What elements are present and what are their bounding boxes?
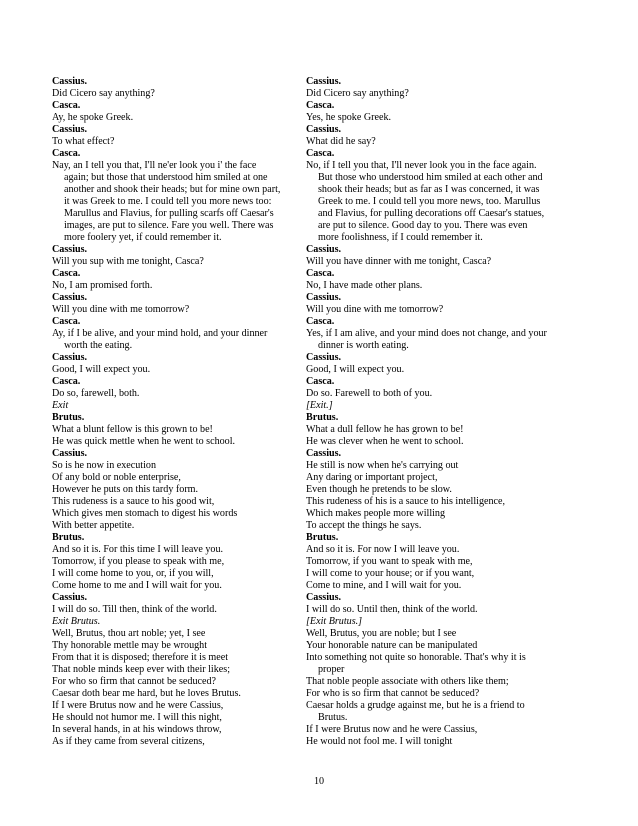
dialogue-line: Come to mine, and I will wait for you. <box>306 580 462 591</box>
dialogue-line: more foolishness, if I could remember it. <box>318 232 483 243</box>
dialogue-line: He would not fool me. I will tonight <box>306 736 453 747</box>
speaker-name: Casca. <box>306 316 335 327</box>
dialogue-line: If I were Brutus now and he were Cassius, <box>52 700 224 711</box>
dialogue-line: Did Cicero say anything? <box>52 88 155 99</box>
dialogue-line: it was Greek to me. I could tell you more news too: <box>64 196 272 207</box>
stage-direction: [Exit.] <box>306 400 333 411</box>
dialogue-line: Marullus and Flavius, for pulling scarfs off Caesar's <box>64 208 274 219</box>
speaker-name: Cassius. <box>306 244 342 255</box>
dialogue-line: Caesar doth bear me hard, but he loves Brutus. <box>52 688 241 699</box>
speaker-name: Cassius. <box>306 76 342 87</box>
dialogue-line: Did Cicero say anything? <box>306 88 409 99</box>
dialogue-line: Into something not quite so honorable. That's why it is <box>306 652 526 663</box>
dialogue-line: Will you sup with me tonight, Casca? <box>52 256 204 267</box>
dialogue-line: But those who understood him smiled at each other and <box>318 172 543 183</box>
stage-direction: [Exit Brutus.] <box>306 616 363 627</box>
dialogue-line: In several hands, in at his windows throw, <box>52 724 222 735</box>
dialogue-line: dinner is worth eating. <box>318 340 409 351</box>
dialogue-line: He was quick mettle when he went to school. <box>52 436 236 447</box>
speaker-name: Casca. <box>306 376 335 387</box>
dialogue-line: Tomorrow, if you want to speak with me, <box>306 556 473 567</box>
speaker-name: Casca. <box>52 376 81 387</box>
dialogue-line: Which gives men stomach to digest his words <box>52 508 238 519</box>
speaker-name: Cassius. <box>52 244 88 255</box>
speaker-name: Casca. <box>306 268 335 279</box>
dialogue-line: For who so firm that cannot be seduced? <box>52 676 216 687</box>
speaker-name: Casca. <box>52 100 81 111</box>
dialogue-line: What a dull fellow he has grown to be! <box>306 424 464 435</box>
dialogue-line: However he puts on this tardy form. <box>52 484 199 495</box>
dialogue-line: Yes, he spoke Greek. <box>306 112 392 123</box>
stage-direction: Exit <box>52 400 69 411</box>
dialogue-line: And so it is. For now I will leave you. <box>306 544 460 555</box>
dialogue-line: another and shook their heads; but for mine own part, <box>64 184 281 195</box>
dialogue-line: Greek to me. I could tell you more news, too. Marullus <box>318 196 541 207</box>
speaker-name: Casca. <box>52 316 81 327</box>
speaker-name: Cassius. <box>306 352 342 363</box>
speaker-name: Cassius. <box>52 448 88 459</box>
dialogue-line: Brutus. <box>318 712 348 723</box>
dialogue-line: Ay, he spoke Greek. <box>52 112 134 123</box>
original-text-column <box>52 76 292 748</box>
dialogue-line: Good, I will expect you. <box>52 364 151 375</box>
dialogue-line: Do so, farewell, both. <box>52 388 140 399</box>
dialogue-line: Do so. Farewell to both of you. <box>306 388 433 399</box>
dialogue-line: images, are put to silence. Fare you well. There was <box>64 220 274 231</box>
dialogue-line: I will do so. Until then, think of the world. <box>306 604 478 615</box>
stage-direction: Exit Brutus. <box>52 616 101 627</box>
dialogue-line: shook their heads; but as far as I was concerned, it was <box>318 184 540 195</box>
dialogue-line: more foolery yet, if could remember it. <box>64 232 222 243</box>
speaker-name: Cassius. <box>52 352 88 363</box>
dialogue-line: Even though he pretends to be slow. <box>306 484 452 495</box>
dialogue-line: That noble people associate with others like them; <box>306 676 509 687</box>
dialogue-line: Nay, an I tell you that, I'll ne'er look you i' the face <box>52 160 257 171</box>
speaker-name: Cassius. <box>306 592 342 603</box>
dialogue-line: No, I have made other plans. <box>306 280 423 291</box>
speaker-name: Cassius. <box>52 592 88 603</box>
dialogue-line: Thy honorable mettle may be wrought <box>52 640 208 651</box>
dialogue-line: If I were Brutus now and he were Cassius, <box>306 724 478 735</box>
dialogue-line: Of any bold or noble enterprise, <box>52 472 181 483</box>
dialogue-line: This rudeness of his is a sauce to his intelligence, <box>306 496 506 507</box>
dialogue-line: I will come to your house; or if you want, <box>306 568 475 579</box>
dialogue-line: are put to silence. Good day to you. There was even <box>318 220 528 231</box>
speaker-name: Brutus. <box>52 532 85 543</box>
dialogue-line: Tomorrow, if you please to speak with me, <box>52 556 225 567</box>
speaker-name: Brutus. <box>52 412 85 423</box>
dialogue-line: Which makes people more willing <box>306 508 446 519</box>
speaker-name: Cassius. <box>306 124 342 135</box>
speaker-name: Cassius. <box>52 76 88 87</box>
speaker-name: Cassius. <box>52 292 88 303</box>
dialogue-line: So is he now in execution <box>52 460 157 471</box>
dialogue-line: To what effect? <box>52 136 115 147</box>
dialogue-line: This rudeness is a sauce to his good wit, <box>52 496 215 507</box>
speaker-name: Brutus. <box>306 532 339 543</box>
dialogue-line: He should not humor me. I will this night, <box>52 712 222 723</box>
dialogue-line: Will you dine with me tomorrow? <box>52 304 190 315</box>
dialogue-line: That noble minds keep ever with their likes; <box>52 664 230 675</box>
dialogue-line: worth the eating. <box>64 340 133 351</box>
dialogue-line: Come home to me and I will wait for you. <box>52 580 222 591</box>
dialogue-line: Any daring or important project, <box>306 472 438 483</box>
speaker-name: Cassius. <box>306 292 342 303</box>
dialogue-line: As if they came from several citizens, <box>52 736 205 747</box>
dialogue-line: proper <box>318 664 345 675</box>
dialogue-line: From that it is disposed; therefore it is meet <box>52 652 229 663</box>
dialogue-line: I will do so. Till then, think of the world. <box>52 604 217 615</box>
dialogue-line: What did he say? <box>306 136 376 147</box>
dialogue-line: Caesar holds a grudge against me, but he is a friend to <box>306 700 525 711</box>
dialogue-line: For who is so firm that cannot be seduced? <box>306 688 480 699</box>
dialogue-line: Yes, if I am alive, and your mind does not change, and your <box>306 328 547 339</box>
dialogue-line: Your honorable nature can be manipulated <box>306 640 478 651</box>
dialogue-line: and Flavius, for pulling decorations off Caesar's statues, <box>318 208 545 219</box>
dialogue-line: Will you dine with me tomorrow? <box>306 304 444 315</box>
dialogue-line: He was clever when he went to school. <box>306 436 464 447</box>
dialogue-line: No, I am promised forth. <box>52 280 153 291</box>
dialogue-line: With better appetite. <box>52 520 135 531</box>
dialogue-line: And so it is. For this time I will leave you. <box>52 544 224 555</box>
speaker-name: Brutus. <box>306 412 339 423</box>
dialogue-line: No, if I tell you that, I'll never look you in the face again. <box>306 160 537 171</box>
modern-text-column <box>306 76 568 748</box>
speaker-name: Cassius. <box>306 448 342 459</box>
page-number: 10 <box>313 776 325 787</box>
speaker-name: Casca. <box>52 268 81 279</box>
dialogue-line: Good, I will expect you. <box>306 364 405 375</box>
dialogue-line: again; but those that understood him smiled at one <box>64 172 268 183</box>
dialogue-line: Will you have dinner with me tonight, Casca? <box>306 256 492 267</box>
speaker-name: Casca. <box>306 148 335 159</box>
speaker-name: Casca. <box>306 100 335 111</box>
speaker-name: Cassius. <box>52 124 88 135</box>
dialogue-line: He still is now when he's carrying out <box>306 460 459 471</box>
dialogue-line: Well, Brutus, you are noble; but I see <box>306 628 457 639</box>
dialogue-line: To accept the things he says. <box>306 520 422 531</box>
dialogue-line: I will come home to you, or, if you will, <box>52 568 214 579</box>
dialogue-line: What a blunt fellow is this grown to be! <box>52 424 213 435</box>
dialogue-line: Well, Brutus, thou art noble; yet, I see <box>52 628 206 639</box>
speaker-name: Casca. <box>52 148 81 159</box>
dialogue-line: Ay, if I be alive, and your mind hold, and your dinner <box>52 328 268 339</box>
